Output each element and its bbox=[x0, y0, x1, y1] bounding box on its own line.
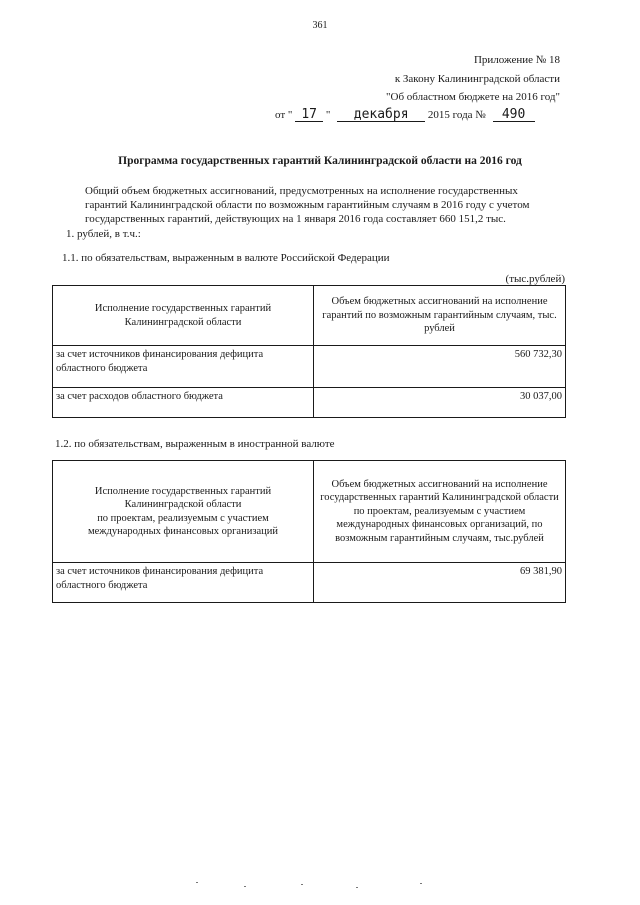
row-value: 30 037,00 bbox=[314, 388, 566, 418]
intro-line-2: гарантий Калининградской области по возможным гарантийным случаям в 2016 году с учетом bbox=[85, 199, 530, 211]
law-reference: к Закону Калининградской области bbox=[394, 73, 560, 85]
row-label: за счет расходов областного бюджета bbox=[53, 388, 314, 418]
appendix-label: Приложение № 18 bbox=[473, 54, 560, 66]
date-day: 17 bbox=[295, 108, 323, 122]
table-row bbox=[53, 563, 566, 603]
law-date-line bbox=[275, 108, 535, 122]
col-header-line: международных финансовых организаций bbox=[87, 526, 278, 537]
col-header-line: Исполнение государственных гарантий bbox=[94, 485, 272, 497]
table-row bbox=[53, 388, 566, 418]
table-header-row bbox=[53, 286, 566, 346]
date-year: 2015 года № bbox=[427, 109, 486, 121]
col-header-line: Калининградской области bbox=[124, 499, 242, 510]
budget-law-title: "Об областном бюджете на 2016 год" bbox=[386, 91, 560, 103]
table-rub-guarantees bbox=[52, 285, 566, 418]
document-title: Программа государственных гарантий Калининградской области на 2016 год bbox=[118, 155, 522, 167]
intro-line-1: Общий объем бюджетных ассигнований, предусмотренных на исполнение государственных bbox=[85, 185, 518, 197]
units-label: (тыс.рублей) bbox=[505, 273, 565, 285]
page-number: 361 bbox=[312, 20, 328, 31]
col-header-line: по проектам, реализуемым с участием bbox=[97, 512, 269, 524]
table-foreign-guarantees bbox=[52, 460, 566, 603]
col-header-execution bbox=[53, 461, 314, 563]
intro-line-3: государственных гарантий, действующих на 1 января 2016 года составляет 660 151,2 тыс. bbox=[85, 213, 506, 225]
table-header-row bbox=[53, 461, 566, 563]
row-value: 69 381,90 bbox=[314, 563, 566, 603]
row-label: за счет источников финансирования дефицита областного бюджета bbox=[53, 346, 314, 388]
date-prefix: от " bbox=[275, 109, 293, 121]
date-quote: " bbox=[325, 109, 331, 121]
section-1-heading: 1.1. по обязательствам, выраженным в валюте Российской Федерации bbox=[62, 252, 390, 264]
table-row bbox=[53, 346, 566, 388]
row-value: 560 732,30 bbox=[314, 346, 566, 388]
section-2-heading: 1.2. по обязательствам, выраженным в иностранной валюте bbox=[55, 438, 335, 450]
row-label: за счет источников финансирования дефицита областного бюджета bbox=[53, 563, 314, 603]
col-header-amount: Объем бюджетных ассигнований на исполнение гарантий по возможным гарантийным случаям, тыс. рублей bbox=[314, 286, 566, 346]
col-header-execution: Исполнение государственных гарантий Калининградской области bbox=[53, 286, 314, 346]
law-number: 490 bbox=[493, 108, 535, 122]
intro-line-4: 1. рублей, в т.ч.: bbox=[66, 228, 141, 240]
col-header-amount: Объем бюджетных ассигнований на исполнение государственных гарантий Калининградской области по проектам, реализуемым с участием международных финансовых организаций, по возможным гарантийным случаям, тыс.рублей bbox=[314, 461, 566, 563]
date-month: декабря bbox=[337, 108, 425, 122]
